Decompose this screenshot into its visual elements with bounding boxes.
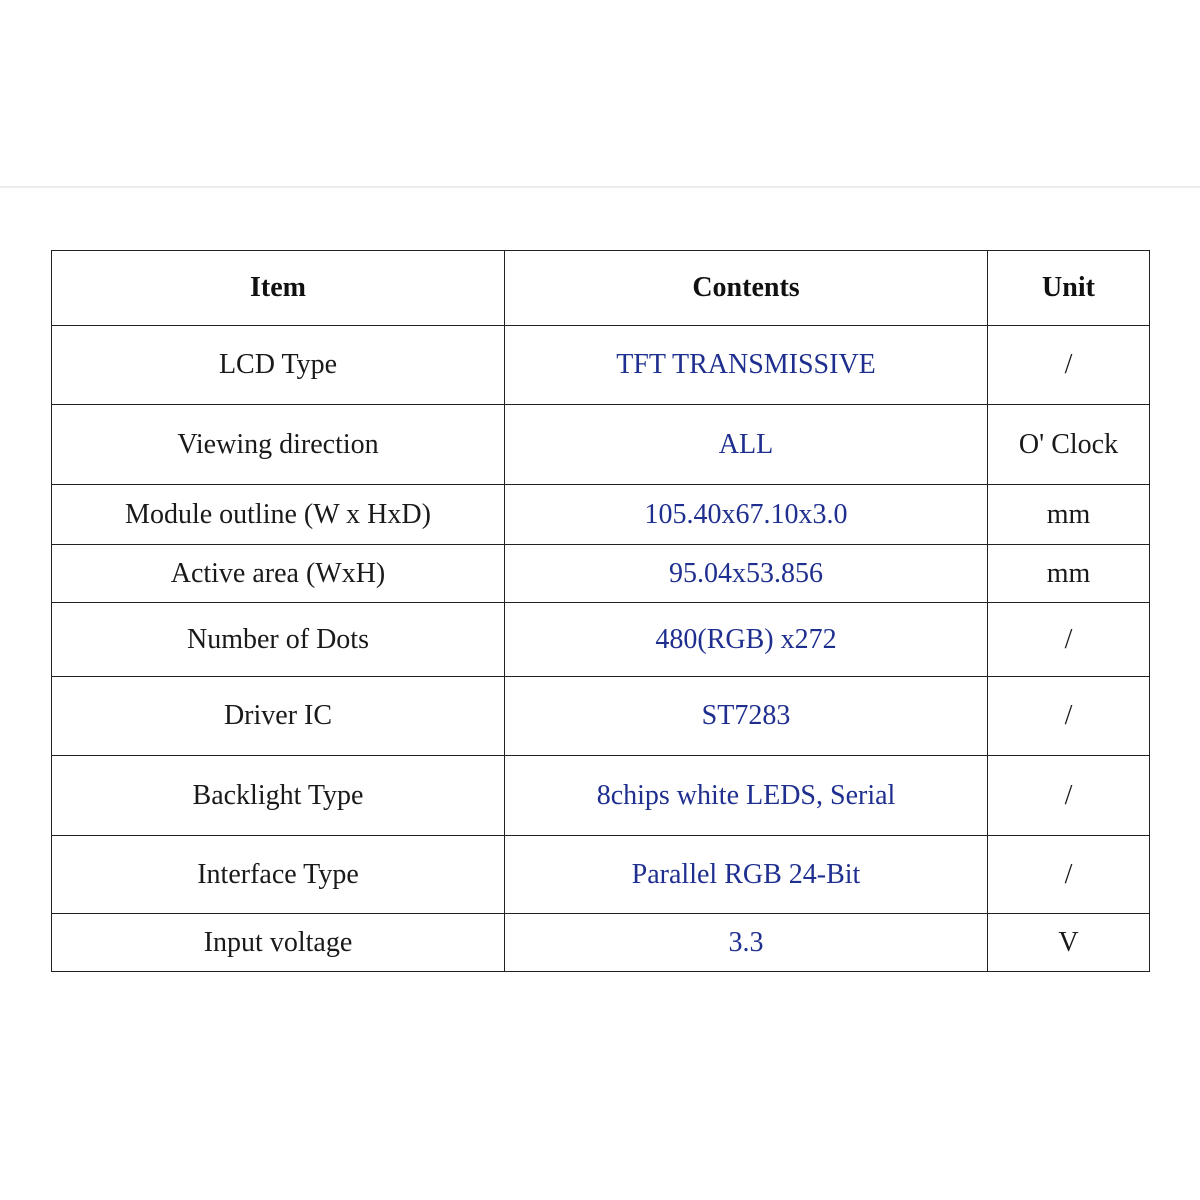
contents-cell: ST7283: [505, 677, 988, 756]
contents-cell: 8chips white LEDS, Serial: [505, 756, 988, 836]
table-row: [52, 914, 1150, 972]
table-row: [52, 326, 1150, 405]
divider: [0, 186, 1200, 188]
contents-cell: TFT TRANSMISSIVE: [505, 326, 988, 405]
contents-cell: 3.3: [505, 914, 988, 972]
unit-cell: V: [988, 914, 1150, 972]
unit-cell: /: [988, 603, 1150, 677]
header-unit: Unit: [988, 251, 1150, 326]
header-item: Item: [52, 251, 505, 326]
unit-cell: /: [988, 677, 1150, 756]
table-row: [52, 677, 1150, 756]
unit-cell: /: [988, 836, 1150, 914]
unit-cell: /: [988, 326, 1150, 405]
table-row: [52, 545, 1150, 603]
header-contents: Contents: [505, 251, 988, 326]
contents-cell: Parallel RGB 24-Bit: [505, 836, 988, 914]
contents-cell: 480(RGB) x272: [505, 603, 988, 677]
unit-cell: /: [988, 756, 1150, 836]
item-cell: Number of Dots: [52, 603, 505, 677]
unit-cell: mm: [988, 545, 1150, 603]
table-row: [52, 405, 1150, 485]
unit-cell: mm: [988, 485, 1150, 545]
item-cell: Backlight Type: [52, 756, 505, 836]
table-row: [52, 836, 1150, 914]
item-cell: LCD Type: [52, 326, 505, 405]
contents-cell: 95.04x53.856: [505, 545, 988, 603]
item-cell: Interface Type: [52, 836, 505, 914]
item-cell: Module outline (W x HxD): [52, 485, 505, 545]
contents-cell: 105.40x67.10x3.0: [505, 485, 988, 545]
contents-cell: ALL: [505, 405, 988, 485]
unit-cell: O' Clock: [988, 405, 1150, 485]
table-row: [52, 756, 1150, 836]
item-cell: Viewing direction: [52, 405, 505, 485]
item-cell: Driver IC: [52, 677, 505, 756]
item-cell: Active area (WxH): [52, 545, 505, 603]
table-row: [52, 603, 1150, 677]
header-row: [52, 251, 1150, 326]
item-cell: Input voltage: [52, 914, 505, 972]
spec-table: [51, 250, 1150, 972]
table-row: [52, 485, 1150, 545]
